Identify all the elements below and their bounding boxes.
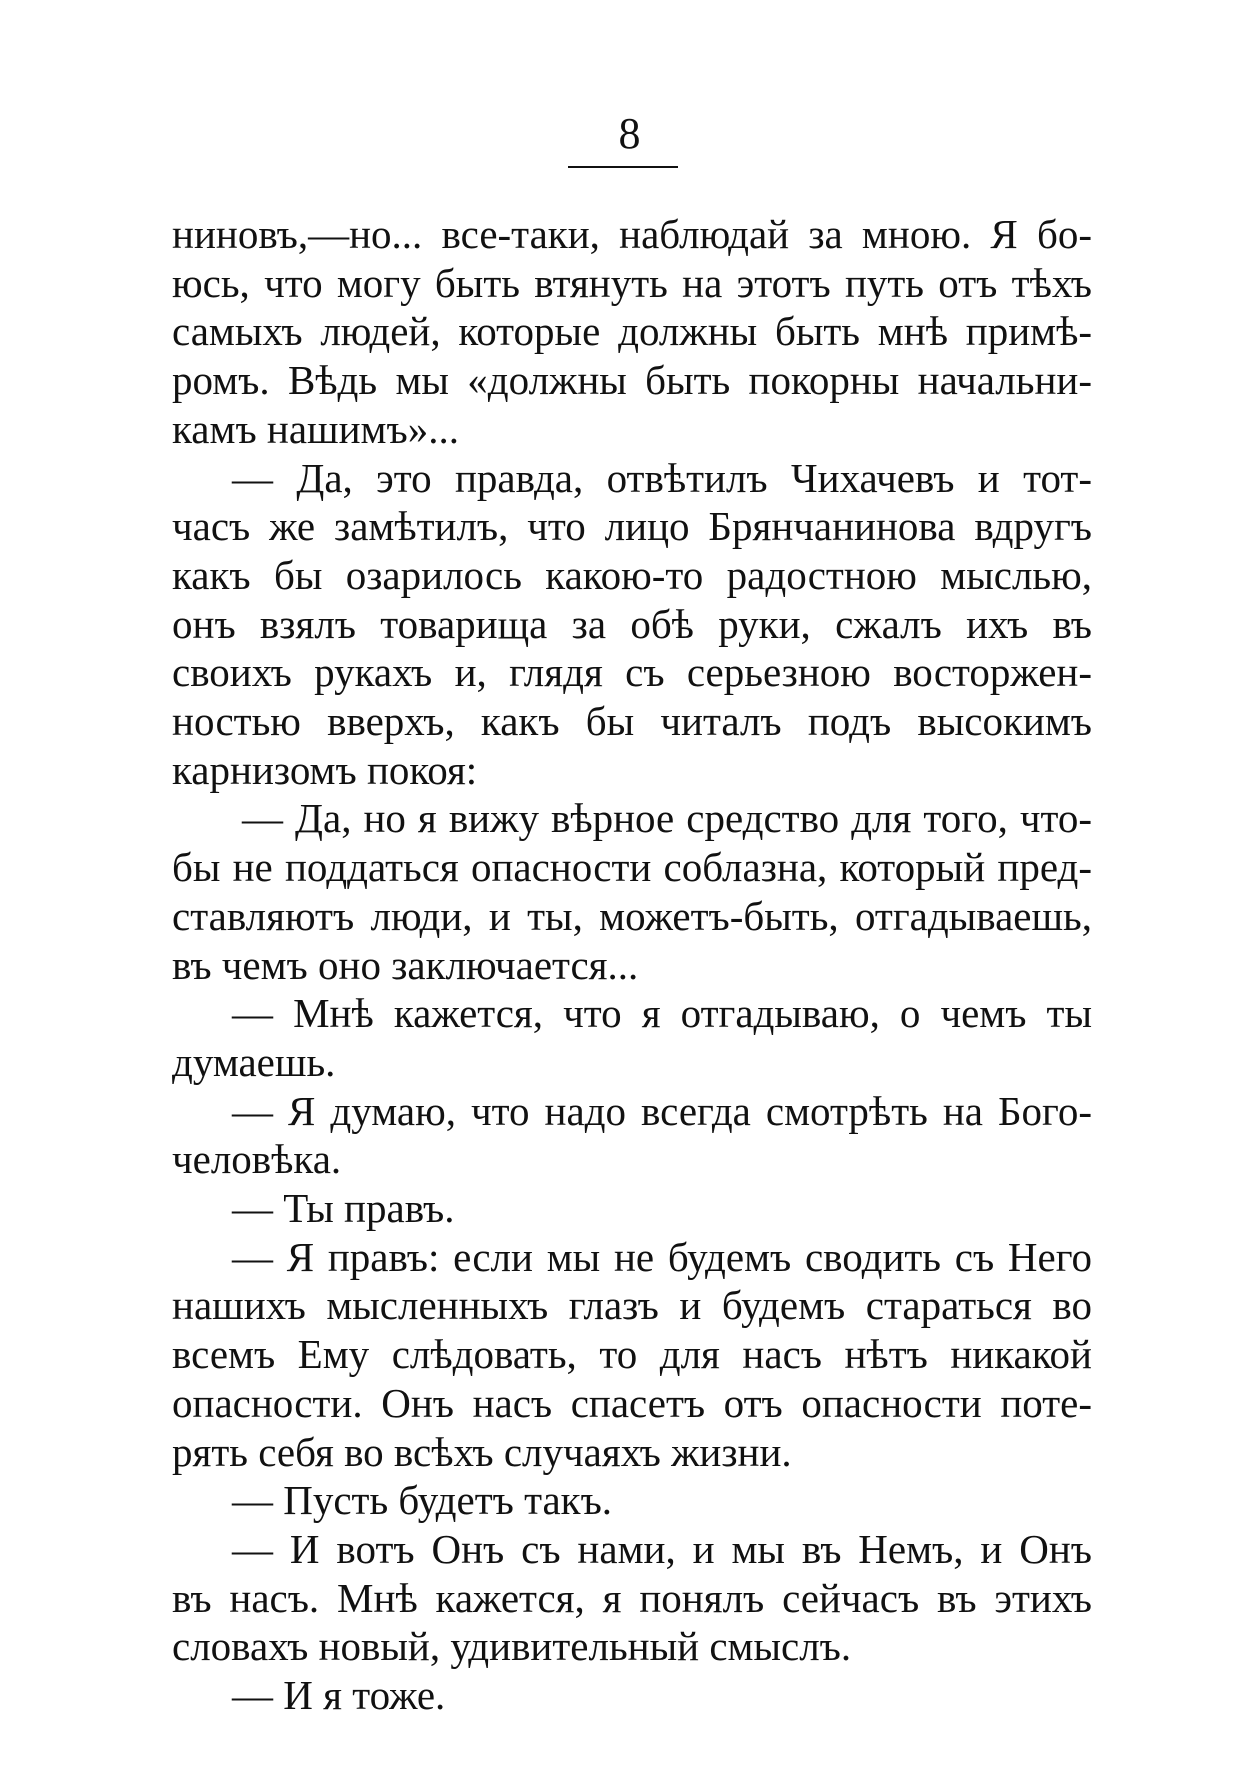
text-line: словахъ новый, удивительный смыслъ. (172, 1623, 852, 1670)
text-line: всемъ Ему слѣдовать, то для насъ нѣтъ никакой (172, 1331, 1092, 1378)
text-line: рять себя во всѣхъ случаяхъ жизни. (172, 1428, 792, 1475)
text-line: думаешь. (172, 1038, 336, 1085)
text-line: — И я тоже. (232, 1672, 446, 1719)
body-text (172, 210, 1092, 1720)
text-line: ромъ. Вѣдь мы «должны быть покорны начальни- (172, 357, 1092, 404)
text-line: человѣка. (172, 1136, 342, 1183)
text-line: онъ взялъ товарища за обѣ руки, сжалъ ихъ въ (172, 600, 1092, 647)
text-line: какъ бы озарилось какою-то радостною мыслью, (172, 551, 1092, 598)
text-line: карнизомъ покоя: (172, 746, 478, 793)
text-line: ниновъ,—но... все-таки, наблюдай за мною. Я бо- (172, 211, 1092, 257)
text-line: бы не поддаться опасности соблазна, который пред- (172, 844, 1092, 891)
text-line: — Пусть будетъ такъ. (232, 1477, 613, 1524)
text-line: ставляютъ люди, и ты, можетъ-быть, отгадываешь, (172, 892, 1092, 939)
text-line: нашихъ мысленныхъ глазъ и будемъ стараться во (172, 1282, 1092, 1329)
text-line: — И вотъ Онъ съ нами, и мы въ Немъ, и Онъ (232, 1525, 1092, 1572)
text-line: — Мнѣ кажется, что я отгадываю, о чемъ ты (232, 990, 1092, 1037)
text-line: своихъ рукахъ и, глядя съ серьезною восторжен- (172, 649, 1092, 696)
page-number-rule (568, 166, 678, 168)
text-line: юсь, что могу быть втянуть на этотъ путь отъ тѣхъ (172, 259, 1092, 306)
text-line: въ насъ. Мнѣ кажется, я понялъ сейчасъ въ этихъ (172, 1574, 1092, 1621)
text-line: часъ же замѣтилъ, что лицо Брянчанинова вдругъ (172, 503, 1092, 550)
text-line: — Я правъ: если мы не будемъ сводить съ Него (232, 1233, 1092, 1280)
page-number: 8 (618, 109, 641, 158)
text-line: самыхъ людей, которые должны быть мнѣ примѣ- (172, 308, 1092, 355)
text-line: опасности. Онъ насъ спасетъ отъ опасности поте- (172, 1379, 1092, 1426)
text-line: камъ нашимъ»... (172, 405, 459, 452)
text-line: — Ты правъ. (232, 1185, 455, 1232)
text-line: въ чемъ оно заключается... (172, 941, 639, 988)
text-line: ностью вверхъ, какъ бы читалъ подъ высокимъ (172, 698, 1092, 745)
text-line: — Я думаю, что надо всегда смотрѣть на Бого- (232, 1087, 1092, 1134)
text-line: — Да, это правда, отвѣтилъ Чихачевъ и тот- (232, 454, 1092, 501)
text-line: — Да, но я вижу вѣрное средство для того, что- (242, 795, 1092, 842)
